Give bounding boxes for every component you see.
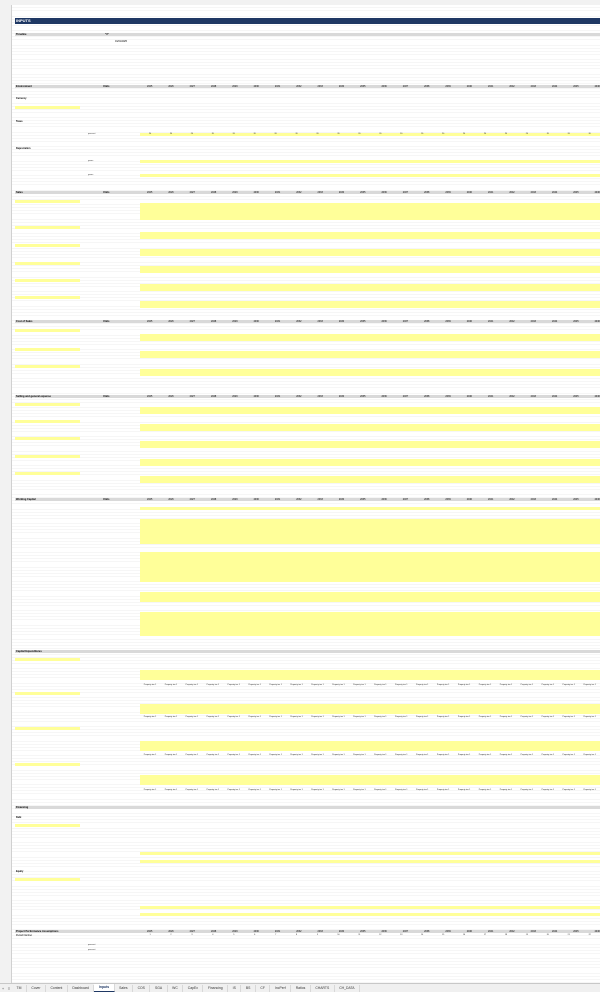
tab-wc[interactable]: WC (168, 985, 184, 992)
tab-sga[interactable]: SGA (150, 985, 167, 992)
project-performance-label: Project Performance Assumptions (16, 929, 59, 933)
debt-input[interactable] (15, 824, 80, 827)
wc-years: 2025 2026 2027 2028 2029 2030 2031 2032 2033 2034 2035 2036 2037 2038 2039 2040 2041 2042 2043 2044 2045 2046 (147, 497, 600, 501)
sheet-title: INPUTS (16, 18, 31, 23)
debt-rate-row[interactable] (140, 852, 600, 855)
add-sheet-icon[interactable]: + (1, 985, 5, 991)
equity-label: Equity (16, 870, 24, 873)
tab-inputs[interactable]: Inputs (94, 984, 114, 992)
period-number-values: 1 2 3 4 5 6 7 8 9 10 11 12 13 14 15 16 17 18 19 20 21 22 (149, 934, 591, 936)
sales-grid-6[interactable] (140, 301, 600, 308)
sga-input-1[interactable] (15, 403, 80, 406)
equity-row-2[interactable] (140, 913, 600, 916)
tab-sales[interactable]: Sales (115, 985, 133, 992)
sga-band (15, 395, 600, 398)
sga-label: Selling and general expense (16, 394, 51, 398)
timeline-marker: "#" (105, 32, 109, 36)
capex-input-4[interactable] (15, 763, 80, 766)
wc-units: Units (103, 497, 110, 501)
tax-unit: percent (88, 133, 96, 135)
sales-grid-2[interactable] (140, 232, 600, 239)
capex-grid-3[interactable] (140, 741, 600, 751)
project-performance-band (15, 930, 600, 933)
capex-input-3[interactable] (15, 727, 80, 730)
wc-payable-grid-1[interactable] (140, 592, 600, 602)
debt-fee-row[interactable] (140, 860, 600, 863)
sales-label: Sales (16, 190, 23, 194)
tab-ch-data[interactable]: CH_DATA (335, 985, 360, 992)
wc-inventory-grid[interactable] (140, 552, 600, 582)
wc-receivable-grid[interactable] (140, 519, 600, 544)
capex-input-1[interactable] (15, 658, 80, 661)
sales-grid-5[interactable] (140, 284, 600, 291)
sales-years: 2025 2026 2027 2028 2029 2030 2031 2032 2033 2034 2035 2036 2037 2038 2039 2040 2041 2042 2043 2044 2045 2046 (147, 190, 600, 194)
equity-input[interactable] (15, 878, 80, 881)
tab-cover[interactable]: Cover (27, 985, 46, 992)
depreciation-label: Depreciation (16, 147, 31, 150)
wc-min-cash-row[interactable] (140, 507, 600, 510)
capex-input-2[interactable] (15, 692, 80, 695)
sga-grid-3[interactable] (140, 441, 600, 448)
environment-years: 2025 2026 2027 2028 2029 2030 2031 2032 2033 2034 2035 2036 2037 2038 2039 2040 2041 2042 2043 2044 2045 2046 (147, 84, 600, 88)
cos-units: Units (103, 319, 110, 323)
currency-label: Currency (16, 97, 27, 100)
environment-band (15, 85, 600, 88)
cos-input-3[interactable] (15, 365, 80, 368)
capex-property-tax-1: Property tax 1 Property tax 1 Property tax 1 Property tax 1 Property tax 1 Property tax 1 Property tax 1 Property tax 1 Property tax 1 Property tax 1 Property tax 1 Property tax 1 Property tax 1 Property tax 1 Property tax 1 Property tax 1 Property tax 1 Property tax 1 Property tax 1 Property tax 1 Property tax 1 Property tax 1 (143, 684, 596, 686)
sga-input-5[interactable] (15, 472, 80, 475)
sales-grid-3[interactable] (140, 249, 600, 256)
growth-unit: percent (88, 949, 96, 951)
wc-payable-grid-2[interactable] (140, 612, 600, 636)
tab-content[interactable]: Content (46, 985, 68, 992)
cos-input-2[interactable] (15, 348, 80, 351)
project-performance-years: 2025 2026 2027 2028 2029 2030 2031 2032 2033 2034 2035 2036 2037 2038 2039 2040 2041 2042 2043 2044 2045 2046 (147, 929, 600, 933)
tax-rate-values: 20 20 20 20 20 20 20 20 20 20 20 20 20 20 20 20 20 20 20 20 20 20 (148, 133, 591, 135)
capex-grid-2[interactable] (140, 704, 600, 714)
sga-years: 2025 2026 2027 2028 2029 2030 2031 2032 2033 2034 2035 2036 2037 2038 2039 2040 2041 2042 2043 2044 2045 2046 (147, 394, 600, 398)
sales-input-4[interactable] (15, 262, 80, 265)
depreciation-unit-2: years (88, 174, 94, 176)
timeline-date: 01/01/2025 (115, 40, 127, 43)
sales-units: Units (103, 190, 110, 194)
capex-property-tax-4: Property tax 1 Property tax 1 Property tax 1 Property tax 1 Property tax 1 Property tax 1 Property tax 1 Property tax 1 Property tax 1 Property tax 1 Property tax 1 Property tax 1 Property tax 1 Property tax 1 Property tax 1 Property tax 1 Property tax 1 Property tax 1 Property tax 1 Property tax 1 Property tax 1 Property tax 1 (143, 789, 596, 791)
equity-row-1[interactable] (140, 906, 600, 909)
wacc-unit: percent (88, 944, 96, 946)
sales-input-1[interactable] (15, 200, 80, 203)
sga-units: Units (103, 394, 110, 398)
sales-band (15, 191, 600, 194)
sga-input-3[interactable] (15, 437, 80, 440)
period-number-label: Period Number (16, 934, 33, 937)
tab-incperf[interactable]: IncPerf (270, 985, 291, 992)
sga-input-2[interactable] (15, 420, 80, 423)
tab-dashboard[interactable]: Dashboard (68, 985, 95, 992)
cos-years: 2025 2026 2027 2028 2029 2030 2031 2032 2033 2034 2035 2036 2037 2038 2039 2040 2041 2042 2043 2044 2045 2046 (147, 319, 600, 323)
sales-input-2[interactable] (15, 226, 80, 229)
financing-label: Financing (16, 805, 29, 809)
capex-property-tax-2: Property tax 1 Property tax 1 Property tax 1 Property tax 1 Property tax 1 Property tax 1 Property tax 1 Property tax 1 Property tax 1 Property tax 1 Property tax 1 Property tax 1 Property tax 1 Property tax 1 Property tax 1 Property tax 1 Property tax 1 Property tax 1 Property tax 1 Property tax 1 Property tax 1 Property tax 1 (143, 716, 596, 718)
sheet-title-bar (15, 18, 600, 24)
sales-grid-1[interactable] (140, 203, 600, 220)
row-header-bar[interactable] (0, 5, 12, 983)
sheet-list-icon[interactable]: ≡ (7, 985, 11, 991)
cos-grid-2[interactable] (140, 351, 600, 358)
tab-cf[interactable]: CF (256, 985, 271, 992)
sga-input-4[interactable] (15, 455, 80, 458)
cos-band (15, 320, 600, 323)
sga-grid-5[interactable] (140, 476, 600, 483)
financing-band (15, 806, 600, 809)
sales-input-3[interactable] (15, 244, 80, 247)
cos-label: Cost of Sales (16, 319, 33, 323)
tab-ratios[interactable]: Ratios (291, 985, 311, 992)
cos-grid-3[interactable] (140, 369, 600, 376)
sales-input-5[interactable] (15, 279, 80, 282)
timeline-label: Timeline (16, 32, 27, 36)
sales-input-6[interactable] (15, 296, 80, 299)
environment-units: Units (103, 84, 110, 88)
spreadsheet-grid[interactable] (12, 5, 600, 983)
capex-label: Capital Expenditures (16, 649, 42, 653)
capex-band (15, 650, 600, 653)
taxes-label: Taxes (16, 120, 23, 123)
tab-capex[interactable]: CapEx (183, 985, 203, 992)
tab-is[interactable]: IS (228, 985, 241, 992)
tab-financing[interactable]: Financing (203, 985, 228, 992)
capex-grid-1[interactable] (140, 670, 600, 680)
cos-grid-1[interactable] (140, 334, 600, 341)
capex-property-tax-3: Property tax 1 Property tax 1 Property tax 1 Property tax 1 Property tax 1 Property tax 1 Property tax 1 Property tax 1 Property tax 1 Property tax 1 Property tax 1 Property tax 1 Property tax 1 Property tax 1 Property tax 1 Property tax 1 Property tax 1 Property tax 1 Property tax 1 Property tax 1 Property tax 1 Property tax 1 (143, 754, 596, 756)
currency-input[interactable] (15, 106, 80, 109)
timeline-band (15, 33, 600, 36)
depreciation-row-1[interactable] (140, 160, 600, 163)
wc-label: Working Capital (16, 497, 36, 501)
sga-grid-4[interactable] (140, 459, 600, 466)
sga-grid-2[interactable] (140, 424, 600, 431)
tab-tm[interactable]: TM (12, 985, 27, 992)
tab-cos[interactable]: COS (133, 985, 150, 992)
capex-grid-4[interactable] (140, 775, 600, 785)
depreciation-row-2[interactable] (140, 174, 600, 177)
debt-label: Debt (16, 816, 22, 819)
environment-label: Environment (16, 84, 32, 88)
cos-input-1[interactable] (15, 329, 80, 332)
wc-band (15, 498, 600, 501)
depreciation-unit-1: years (88, 160, 94, 162)
sales-grid-4[interactable] (140, 266, 600, 273)
tab-bs[interactable]: BS (241, 985, 256, 992)
sga-grid-1[interactable] (140, 407, 600, 414)
tab-charts[interactable]: CHARTS (311, 985, 335, 992)
